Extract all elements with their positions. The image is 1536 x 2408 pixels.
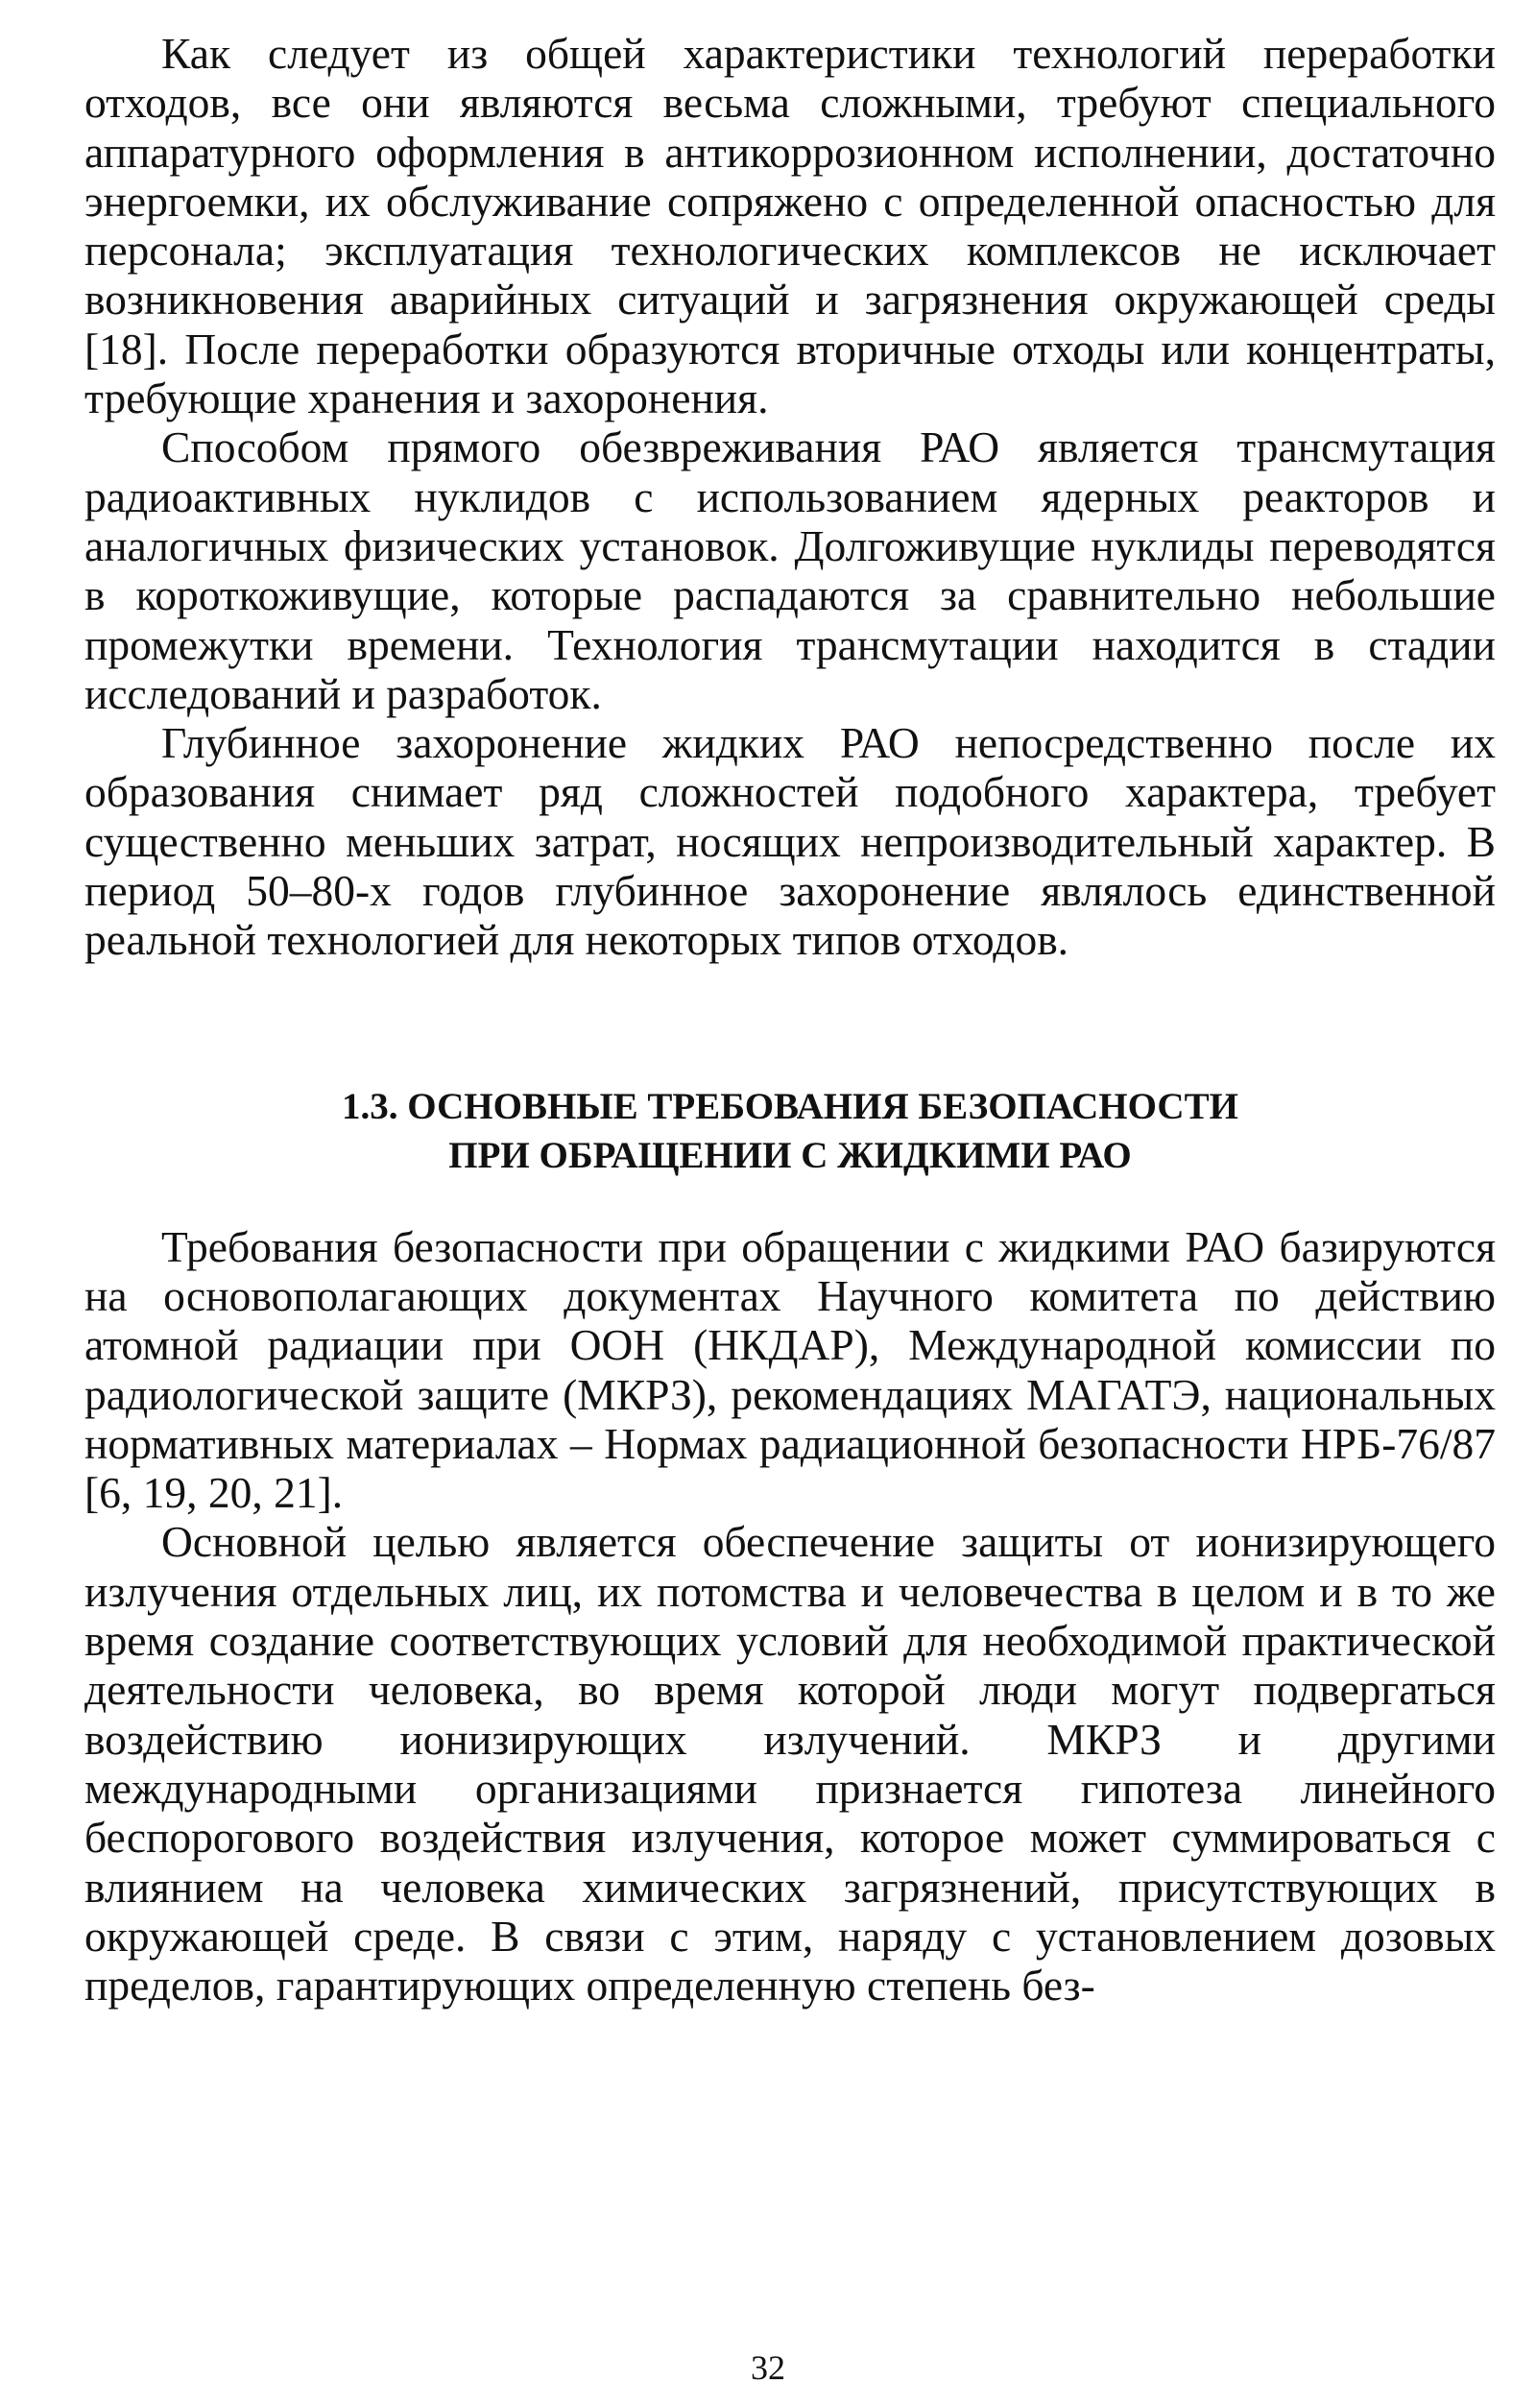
section-heading	[84, 1082, 1496, 1180]
paragraph-processing-technologies: Как следует из общей характеристики технологий переработки отходов, все они являются весьма сложными, требуют специального аппаратурного оформления в антикоррозионном исполнении, достаточно энергоемки, их обслуживание сопряжено с определенной опасностью для персонала; эксплуатация технологических комплексов не исключает возникновения аварийных ситуаций и загрязнения окружающей среды [18]. После переработки образуются вторичные отходы или концентраты, требующие хранения и захоронения.	[84, 29, 1496, 423]
heading-spacer	[84, 1180, 1496, 1222]
book-page	[84, 29, 1496, 2010]
section-heading-line-2: ПРИ ОБРАЩЕНИИ С ЖИДКИМИ РАО	[448, 1134, 1132, 1176]
paragraph-main-goal: Основной целью является обеспечение защиты от ионизирующего излучения отдельных лиц, их потомства и человечества в целом и в то же время создание соответствующих условий для необходимой практической деятельности человека, во время которой люди могут подвергаться воздействию ионизирующих излучений. МКРЗ и другими международными организациями признается гипотеза линейного беспорогового воздействия излучения, которое может суммироваться с влиянием на человека химических загрязнений, присутствующих в окружающей среде. В связи с этим, наряду с установлением дозовых пределов, гарантирующих определенную степень без-	[84, 1517, 1496, 2011]
paragraph-deep-disposal: Глубинное захоронение жидких РАО непосредственно после их образования снимает ряд сложностей подобного характера, требует существенно меньших затрат, носящих непроизводительный характер. В период 50–80-х годов глубинное захоронение являлось единственной реальной технологией для некоторых типов отходов.	[84, 718, 1496, 965]
section-heading-line-1: 1.3. ОСНОВНЫЕ ТРЕБОВАНИЯ БЕЗОПАСНОСТИ	[342, 1085, 1238, 1127]
page-number: 32	[751, 2348, 785, 2387]
paragraph-transmutation: Способом прямого обезвреживания РАО является трансмутация радиоактивных нуклидов с использованием ядерных реакторов и аналогичных физических установок. Долгоживущие нуклиды переводятся в короткоживущие, которые распадаются за сравнительно небольшие промежутки времени. Технология трансмутации находится в стадии исследований и разработок.	[84, 422, 1496, 718]
paragraph-safety-requirements: Требования безопасности при обращении с жидкими РАО базируются на основополагающих документах Научного комитета по действию атомной радиации при ООН (НКДАР), Международной комиссии по радиологической защите (МКРЗ), рекомендациях МАГАТЭ, национальных нормативных материалах – Нормах радиационной безопасности НРБ-76/87 [6, 19, 20, 21].	[84, 1221, 1496, 1518]
section-spacer	[84, 965, 1496, 1082]
